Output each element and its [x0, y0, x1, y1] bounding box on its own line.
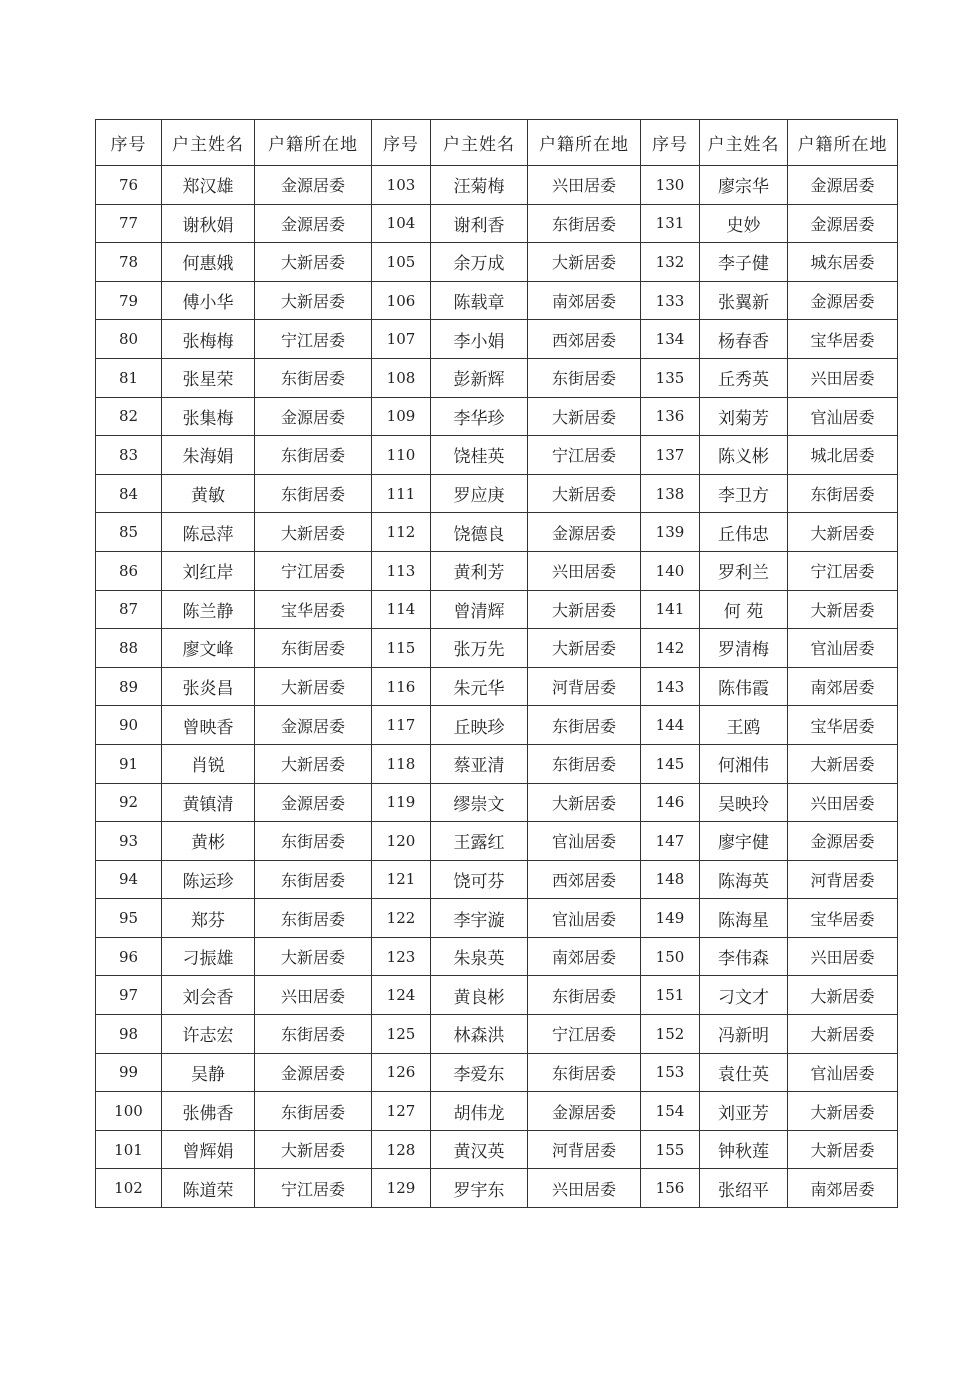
householder-name-cell: 余万成 — [431, 243, 528, 282]
householder-name-cell: 张集梅 — [162, 397, 255, 436]
seq-cell: 82 — [96, 397, 162, 436]
householder-name-cell: 曾清辉 — [431, 590, 528, 629]
residence-cell: 兴田居委 — [788, 783, 898, 822]
seq-cell: 141 — [641, 590, 700, 629]
table-row — [96, 397, 898, 436]
seq-cell: 79 — [96, 281, 162, 320]
residence-cell: 大新居委 — [255, 1130, 372, 1169]
header-cell: 序号 — [641, 120, 700, 166]
seq-cell: 89 — [96, 667, 162, 706]
seq-cell: 118 — [372, 744, 431, 783]
seq-cell: 119 — [372, 783, 431, 822]
householder-name-cell: 朱泉英 — [431, 937, 528, 976]
seq-cell: 142 — [641, 629, 700, 668]
header-cell: 户籍所在地 — [528, 120, 641, 166]
residence-cell: 金源居委 — [255, 204, 372, 243]
householder-name-cell: 李华珍 — [431, 397, 528, 436]
residence-cell: 大新居委 — [788, 1015, 898, 1054]
residence-cell: 金源居委 — [528, 513, 641, 552]
seq-cell: 105 — [372, 243, 431, 282]
householder-name-cell: 李卫方 — [700, 474, 788, 513]
table-row — [96, 474, 898, 513]
householder-name-cell: 曾辉娟 — [162, 1130, 255, 1169]
seq-cell: 76 — [96, 166, 162, 205]
seq-cell: 115 — [372, 629, 431, 668]
table-row — [96, 667, 898, 706]
table-row — [96, 358, 898, 397]
table-row — [96, 822, 898, 861]
householder-name-cell: 刘菊芳 — [700, 397, 788, 436]
residence-cell: 东街居委 — [255, 629, 372, 668]
householder-name-cell: 胡伟龙 — [431, 1092, 528, 1131]
table-row — [96, 551, 898, 590]
seq-cell: 90 — [96, 706, 162, 745]
table-body — [96, 166, 898, 1208]
residence-cell: 城东居委 — [788, 243, 898, 282]
residence-cell: 大新居委 — [255, 513, 372, 552]
householder-name-cell: 刁振雄 — [162, 937, 255, 976]
householder-name-cell: 陈海英 — [700, 860, 788, 899]
householder-name-cell: 陈伟霞 — [700, 667, 788, 706]
residence-cell: 兴田居委 — [788, 937, 898, 976]
residence-cell: 东街居委 — [528, 1053, 641, 1092]
seq-cell: 135 — [641, 358, 700, 397]
householder-name-cell: 张梅梅 — [162, 320, 255, 359]
seq-cell: 110 — [372, 436, 431, 475]
residence-cell: 官汕居委 — [528, 822, 641, 861]
header-cell: 序号 — [372, 120, 431, 166]
householder-name-cell: 饶桂英 — [431, 436, 528, 475]
seq-cell: 153 — [641, 1053, 700, 1092]
householder-name-cell: 傅小华 — [162, 281, 255, 320]
householder-name-cell: 廖宗华 — [700, 166, 788, 205]
householder-name-cell: 缪崇文 — [431, 783, 528, 822]
residence-cell: 官汕居委 — [788, 397, 898, 436]
seq-cell: 114 — [372, 590, 431, 629]
seq-cell: 109 — [372, 397, 431, 436]
table-row — [96, 590, 898, 629]
seq-cell: 123 — [372, 937, 431, 976]
householder-name-cell: 曾映香 — [162, 706, 255, 745]
seq-cell: 102 — [96, 1169, 162, 1208]
householder-name-cell: 陈忌萍 — [162, 513, 255, 552]
residence-cell: 兴田居委 — [528, 166, 641, 205]
seq-cell: 156 — [641, 1169, 700, 1208]
householder-name-cell: 刁文才 — [700, 976, 788, 1015]
householder-name-cell: 吴静 — [162, 1053, 255, 1092]
seq-cell: 104 — [372, 204, 431, 243]
householder-name-cell: 陈道荣 — [162, 1169, 255, 1208]
residence-cell: 官汕居委 — [788, 629, 898, 668]
residence-cell: 宝华居委 — [788, 320, 898, 359]
seq-cell: 127 — [372, 1092, 431, 1131]
householder-name-cell: 陈海星 — [700, 899, 788, 938]
table-row — [96, 976, 898, 1015]
seq-cell: 138 — [641, 474, 700, 513]
seq-cell: 151 — [641, 976, 700, 1015]
seq-cell: 134 — [641, 320, 700, 359]
residence-cell: 兴田居委 — [788, 358, 898, 397]
header-cell: 户主姓名 — [162, 120, 255, 166]
householder-name-cell: 廖文峰 — [162, 629, 255, 668]
householder-name-cell: 黄镇清 — [162, 783, 255, 822]
householder-name-cell: 刘会香 — [162, 976, 255, 1015]
householder-name-cell: 谢利香 — [431, 204, 528, 243]
residence-cell: 金源居委 — [788, 281, 898, 320]
householder-name-cell: 黄利芳 — [431, 551, 528, 590]
seq-cell: 128 — [372, 1130, 431, 1169]
table-row — [96, 204, 898, 243]
householder-name-cell: 廖宇健 — [700, 822, 788, 861]
residence-cell: 金源居委 — [255, 783, 372, 822]
householder-name-cell: 何惠娥 — [162, 243, 255, 282]
householder-name-cell: 张佛香 — [162, 1092, 255, 1131]
residence-cell: 大新居委 — [788, 744, 898, 783]
seq-cell: 99 — [96, 1053, 162, 1092]
residence-cell: 东街居委 — [528, 204, 641, 243]
seq-cell: 139 — [641, 513, 700, 552]
residence-cell: 东街居委 — [255, 1092, 372, 1131]
householder-name-cell: 刘红岸 — [162, 551, 255, 590]
table-row — [96, 1015, 898, 1054]
householder-name-cell: 朱海娟 — [162, 436, 255, 475]
householder-name-cell: 张万先 — [431, 629, 528, 668]
residence-cell: 宁江居委 — [528, 436, 641, 475]
residence-cell: 大新居委 — [255, 281, 372, 320]
seq-cell: 150 — [641, 937, 700, 976]
residence-cell: 大新居委 — [788, 590, 898, 629]
householder-name-cell: 袁仕英 — [700, 1053, 788, 1092]
householder-name-cell: 丘秀英 — [700, 358, 788, 397]
header-cell: 户籍所在地 — [788, 120, 898, 166]
residence-cell: 金源居委 — [788, 822, 898, 861]
residence-cell: 大新居委 — [255, 937, 372, 976]
seq-cell: 111 — [372, 474, 431, 513]
residence-cell: 南郊居委 — [788, 667, 898, 706]
householder-name-cell: 黄汉英 — [431, 1130, 528, 1169]
seq-cell: 132 — [641, 243, 700, 282]
householder-name-cell: 钟秋莲 — [700, 1130, 788, 1169]
seq-cell: 147 — [641, 822, 700, 861]
seq-cell: 77 — [96, 204, 162, 243]
residence-cell: 东街居委 — [255, 899, 372, 938]
householder-name-cell: 张翼新 — [700, 281, 788, 320]
table-row — [96, 706, 898, 745]
residence-cell: 兴田居委 — [528, 551, 641, 590]
seq-cell: 87 — [96, 590, 162, 629]
header-cell: 户籍所在地 — [255, 120, 372, 166]
seq-cell: 106 — [372, 281, 431, 320]
seq-cell: 93 — [96, 822, 162, 861]
residence-cell: 大新居委 — [528, 590, 641, 629]
residence-cell: 金源居委 — [255, 706, 372, 745]
householder-name-cell: 罗宇东 — [431, 1169, 528, 1208]
residence-cell: 兴田居委 — [528, 1169, 641, 1208]
residence-cell: 宁江居委 — [788, 551, 898, 590]
seq-cell: 152 — [641, 1015, 700, 1054]
residence-cell: 东街居委 — [528, 744, 641, 783]
residence-cell: 大新居委 — [788, 976, 898, 1015]
household-roster-table — [95, 119, 898, 1208]
header-row — [96, 120, 898, 166]
table-row — [96, 166, 898, 205]
table-row — [96, 783, 898, 822]
seq-cell: 117 — [372, 706, 431, 745]
seq-cell: 126 — [372, 1053, 431, 1092]
seq-cell: 84 — [96, 474, 162, 513]
residence-cell: 金源居委 — [255, 166, 372, 205]
residence-cell: 宁江居委 — [255, 320, 372, 359]
residence-cell: 大新居委 — [788, 1092, 898, 1131]
residence-cell: 东街居委 — [528, 358, 641, 397]
seq-cell: 80 — [96, 320, 162, 359]
householder-name-cell: 吴映玲 — [700, 783, 788, 822]
seq-cell: 96 — [96, 937, 162, 976]
table-row — [96, 1130, 898, 1169]
residence-cell: 南郊居委 — [528, 281, 641, 320]
householder-name-cell: 罗应庚 — [431, 474, 528, 513]
seq-cell: 144 — [641, 706, 700, 745]
residence-cell: 河背居委 — [788, 860, 898, 899]
residence-cell: 金源居委 — [255, 1053, 372, 1092]
householder-name-cell: 饶可芬 — [431, 860, 528, 899]
seq-cell: 88 — [96, 629, 162, 668]
table-row — [96, 281, 898, 320]
householder-name-cell: 罗利兰 — [700, 551, 788, 590]
householder-name-cell: 朱元华 — [431, 667, 528, 706]
header-cell: 户主姓名 — [700, 120, 788, 166]
residence-cell: 东街居委 — [255, 822, 372, 861]
householder-name-cell: 何 苑 — [700, 590, 788, 629]
seq-cell: 112 — [372, 513, 431, 552]
seq-cell: 91 — [96, 744, 162, 783]
seq-cell: 149 — [641, 899, 700, 938]
table-row — [96, 860, 898, 899]
householder-name-cell: 张星荣 — [162, 358, 255, 397]
seq-cell: 81 — [96, 358, 162, 397]
seq-cell: 86 — [96, 551, 162, 590]
householder-name-cell: 罗清梅 — [700, 629, 788, 668]
householder-name-cell: 李小娟 — [431, 320, 528, 359]
residence-cell: 大新居委 — [528, 783, 641, 822]
householder-name-cell: 丘映珍 — [431, 706, 528, 745]
residence-cell: 金源居委 — [788, 204, 898, 243]
table-row — [96, 243, 898, 282]
seq-cell: 121 — [372, 860, 431, 899]
residence-cell: 金源居委 — [255, 397, 372, 436]
residence-cell: 西郊居委 — [528, 860, 641, 899]
householder-name-cell: 林森洪 — [431, 1015, 528, 1054]
seq-cell: 83 — [96, 436, 162, 475]
householder-name-cell: 李子健 — [700, 243, 788, 282]
seq-cell: 103 — [372, 166, 431, 205]
householder-name-cell: 史妙 — [700, 204, 788, 243]
householder-name-cell: 饶德良 — [431, 513, 528, 552]
header-cell: 序号 — [96, 120, 162, 166]
householder-name-cell: 李伟森 — [700, 937, 788, 976]
householder-name-cell: 许志宏 — [162, 1015, 255, 1054]
seq-cell: 85 — [96, 513, 162, 552]
residence-cell: 宝华居委 — [788, 706, 898, 745]
residence-cell: 大新居委 — [528, 243, 641, 282]
householder-name-cell: 杨春香 — [700, 320, 788, 359]
householder-name-cell: 王鸥 — [700, 706, 788, 745]
seq-cell: 143 — [641, 667, 700, 706]
seq-cell: 95 — [96, 899, 162, 938]
residence-cell: 宁江居委 — [528, 1015, 641, 1054]
residence-cell: 东街居委 — [255, 860, 372, 899]
residence-cell: 大新居委 — [788, 1130, 898, 1169]
householder-name-cell: 陈兰静 — [162, 590, 255, 629]
householder-name-cell: 陈载章 — [431, 281, 528, 320]
residence-cell: 官汕居委 — [788, 1053, 898, 1092]
residence-cell: 兴田居委 — [255, 976, 372, 1015]
householder-name-cell: 丘伟忠 — [700, 513, 788, 552]
residence-cell: 东街居委 — [255, 1015, 372, 1054]
table-row — [96, 937, 898, 976]
seq-cell: 136 — [641, 397, 700, 436]
residence-cell: 东街居委 — [528, 976, 641, 1015]
seq-cell: 116 — [372, 667, 431, 706]
table-row — [96, 744, 898, 783]
seq-cell: 154 — [641, 1092, 700, 1131]
seq-cell: 100 — [96, 1092, 162, 1131]
residence-cell: 官汕居委 — [528, 899, 641, 938]
householder-name-cell: 黄敏 — [162, 474, 255, 513]
householder-name-cell: 郑汉雄 — [162, 166, 255, 205]
residence-cell: 南郊居委 — [528, 937, 641, 976]
residence-cell: 东街居委 — [255, 436, 372, 475]
householder-name-cell: 汪菊梅 — [431, 166, 528, 205]
residence-cell: 金源居委 — [788, 166, 898, 205]
table-row — [96, 320, 898, 359]
residence-cell: 东街居委 — [788, 474, 898, 513]
residence-cell: 河背居委 — [528, 1130, 641, 1169]
householder-name-cell: 蔡亚清 — [431, 744, 528, 783]
seq-cell: 148 — [641, 860, 700, 899]
householder-name-cell: 刘亚芳 — [700, 1092, 788, 1131]
residence-cell: 东街居委 — [255, 474, 372, 513]
householder-name-cell: 谢秋娟 — [162, 204, 255, 243]
seq-cell: 133 — [641, 281, 700, 320]
table-row — [96, 436, 898, 475]
residence-cell: 宁江居委 — [255, 1169, 372, 1208]
residence-cell: 河背居委 — [528, 667, 641, 706]
residence-cell: 东街居委 — [255, 358, 372, 397]
residence-cell: 大新居委 — [255, 243, 372, 282]
householder-name-cell: 肖锐 — [162, 744, 255, 783]
residence-cell: 西郊居委 — [528, 320, 641, 359]
seq-cell: 122 — [372, 899, 431, 938]
residence-cell: 宁江居委 — [255, 551, 372, 590]
residence-cell: 宝华居委 — [788, 899, 898, 938]
residence-cell: 大新居委 — [788, 513, 898, 552]
residence-cell: 大新居委 — [255, 744, 372, 783]
residence-cell: 金源居委 — [528, 1092, 641, 1131]
seq-cell: 94 — [96, 860, 162, 899]
householder-name-cell: 郑芬 — [162, 899, 255, 938]
seq-cell: 129 — [372, 1169, 431, 1208]
table-row — [96, 629, 898, 668]
seq-cell: 140 — [641, 551, 700, 590]
householder-name-cell: 黄彬 — [162, 822, 255, 861]
householder-name-cell: 李爱东 — [431, 1053, 528, 1092]
seq-cell: 137 — [641, 436, 700, 475]
seq-cell: 97 — [96, 976, 162, 1015]
seq-cell: 113 — [372, 551, 431, 590]
table-row — [96, 513, 898, 552]
residence-cell: 大新居委 — [255, 667, 372, 706]
seq-cell: 101 — [96, 1130, 162, 1169]
residence-cell: 宝华居委 — [255, 590, 372, 629]
seq-cell: 92 — [96, 783, 162, 822]
householder-name-cell: 陈运珍 — [162, 860, 255, 899]
seq-cell: 145 — [641, 744, 700, 783]
residence-cell: 大新居委 — [528, 474, 641, 513]
seq-cell: 78 — [96, 243, 162, 282]
householder-name-cell: 王露红 — [431, 822, 528, 861]
header-cell: 户主姓名 — [431, 120, 528, 166]
residence-cell: 大新居委 — [528, 629, 641, 668]
householder-name-cell: 陈义彬 — [700, 436, 788, 475]
table-row — [96, 899, 898, 938]
residence-cell: 东街居委 — [528, 706, 641, 745]
residence-cell: 大新居委 — [528, 397, 641, 436]
householder-name-cell: 冯新明 — [700, 1015, 788, 1054]
seq-cell: 125 — [372, 1015, 431, 1054]
table-row — [96, 1169, 898, 1208]
residence-cell: 南郊居委 — [788, 1169, 898, 1208]
householder-name-cell: 何湘伟 — [700, 744, 788, 783]
seq-cell: 130 — [641, 166, 700, 205]
householder-name-cell: 张炎昌 — [162, 667, 255, 706]
table-row — [96, 1092, 898, 1131]
householder-name-cell: 李宇漩 — [431, 899, 528, 938]
householder-name-cell: 彭新辉 — [431, 358, 528, 397]
householder-name-cell: 黄良彬 — [431, 976, 528, 1015]
seq-cell: 108 — [372, 358, 431, 397]
seq-cell: 146 — [641, 783, 700, 822]
seq-cell: 120 — [372, 822, 431, 861]
seq-cell: 131 — [641, 204, 700, 243]
seq-cell: 124 — [372, 976, 431, 1015]
householder-name-cell: 张绍平 — [700, 1169, 788, 1208]
seq-cell: 98 — [96, 1015, 162, 1054]
seq-cell: 155 — [641, 1130, 700, 1169]
residence-cell: 城北居委 — [788, 436, 898, 475]
table-row — [96, 1053, 898, 1092]
seq-cell: 107 — [372, 320, 431, 359]
